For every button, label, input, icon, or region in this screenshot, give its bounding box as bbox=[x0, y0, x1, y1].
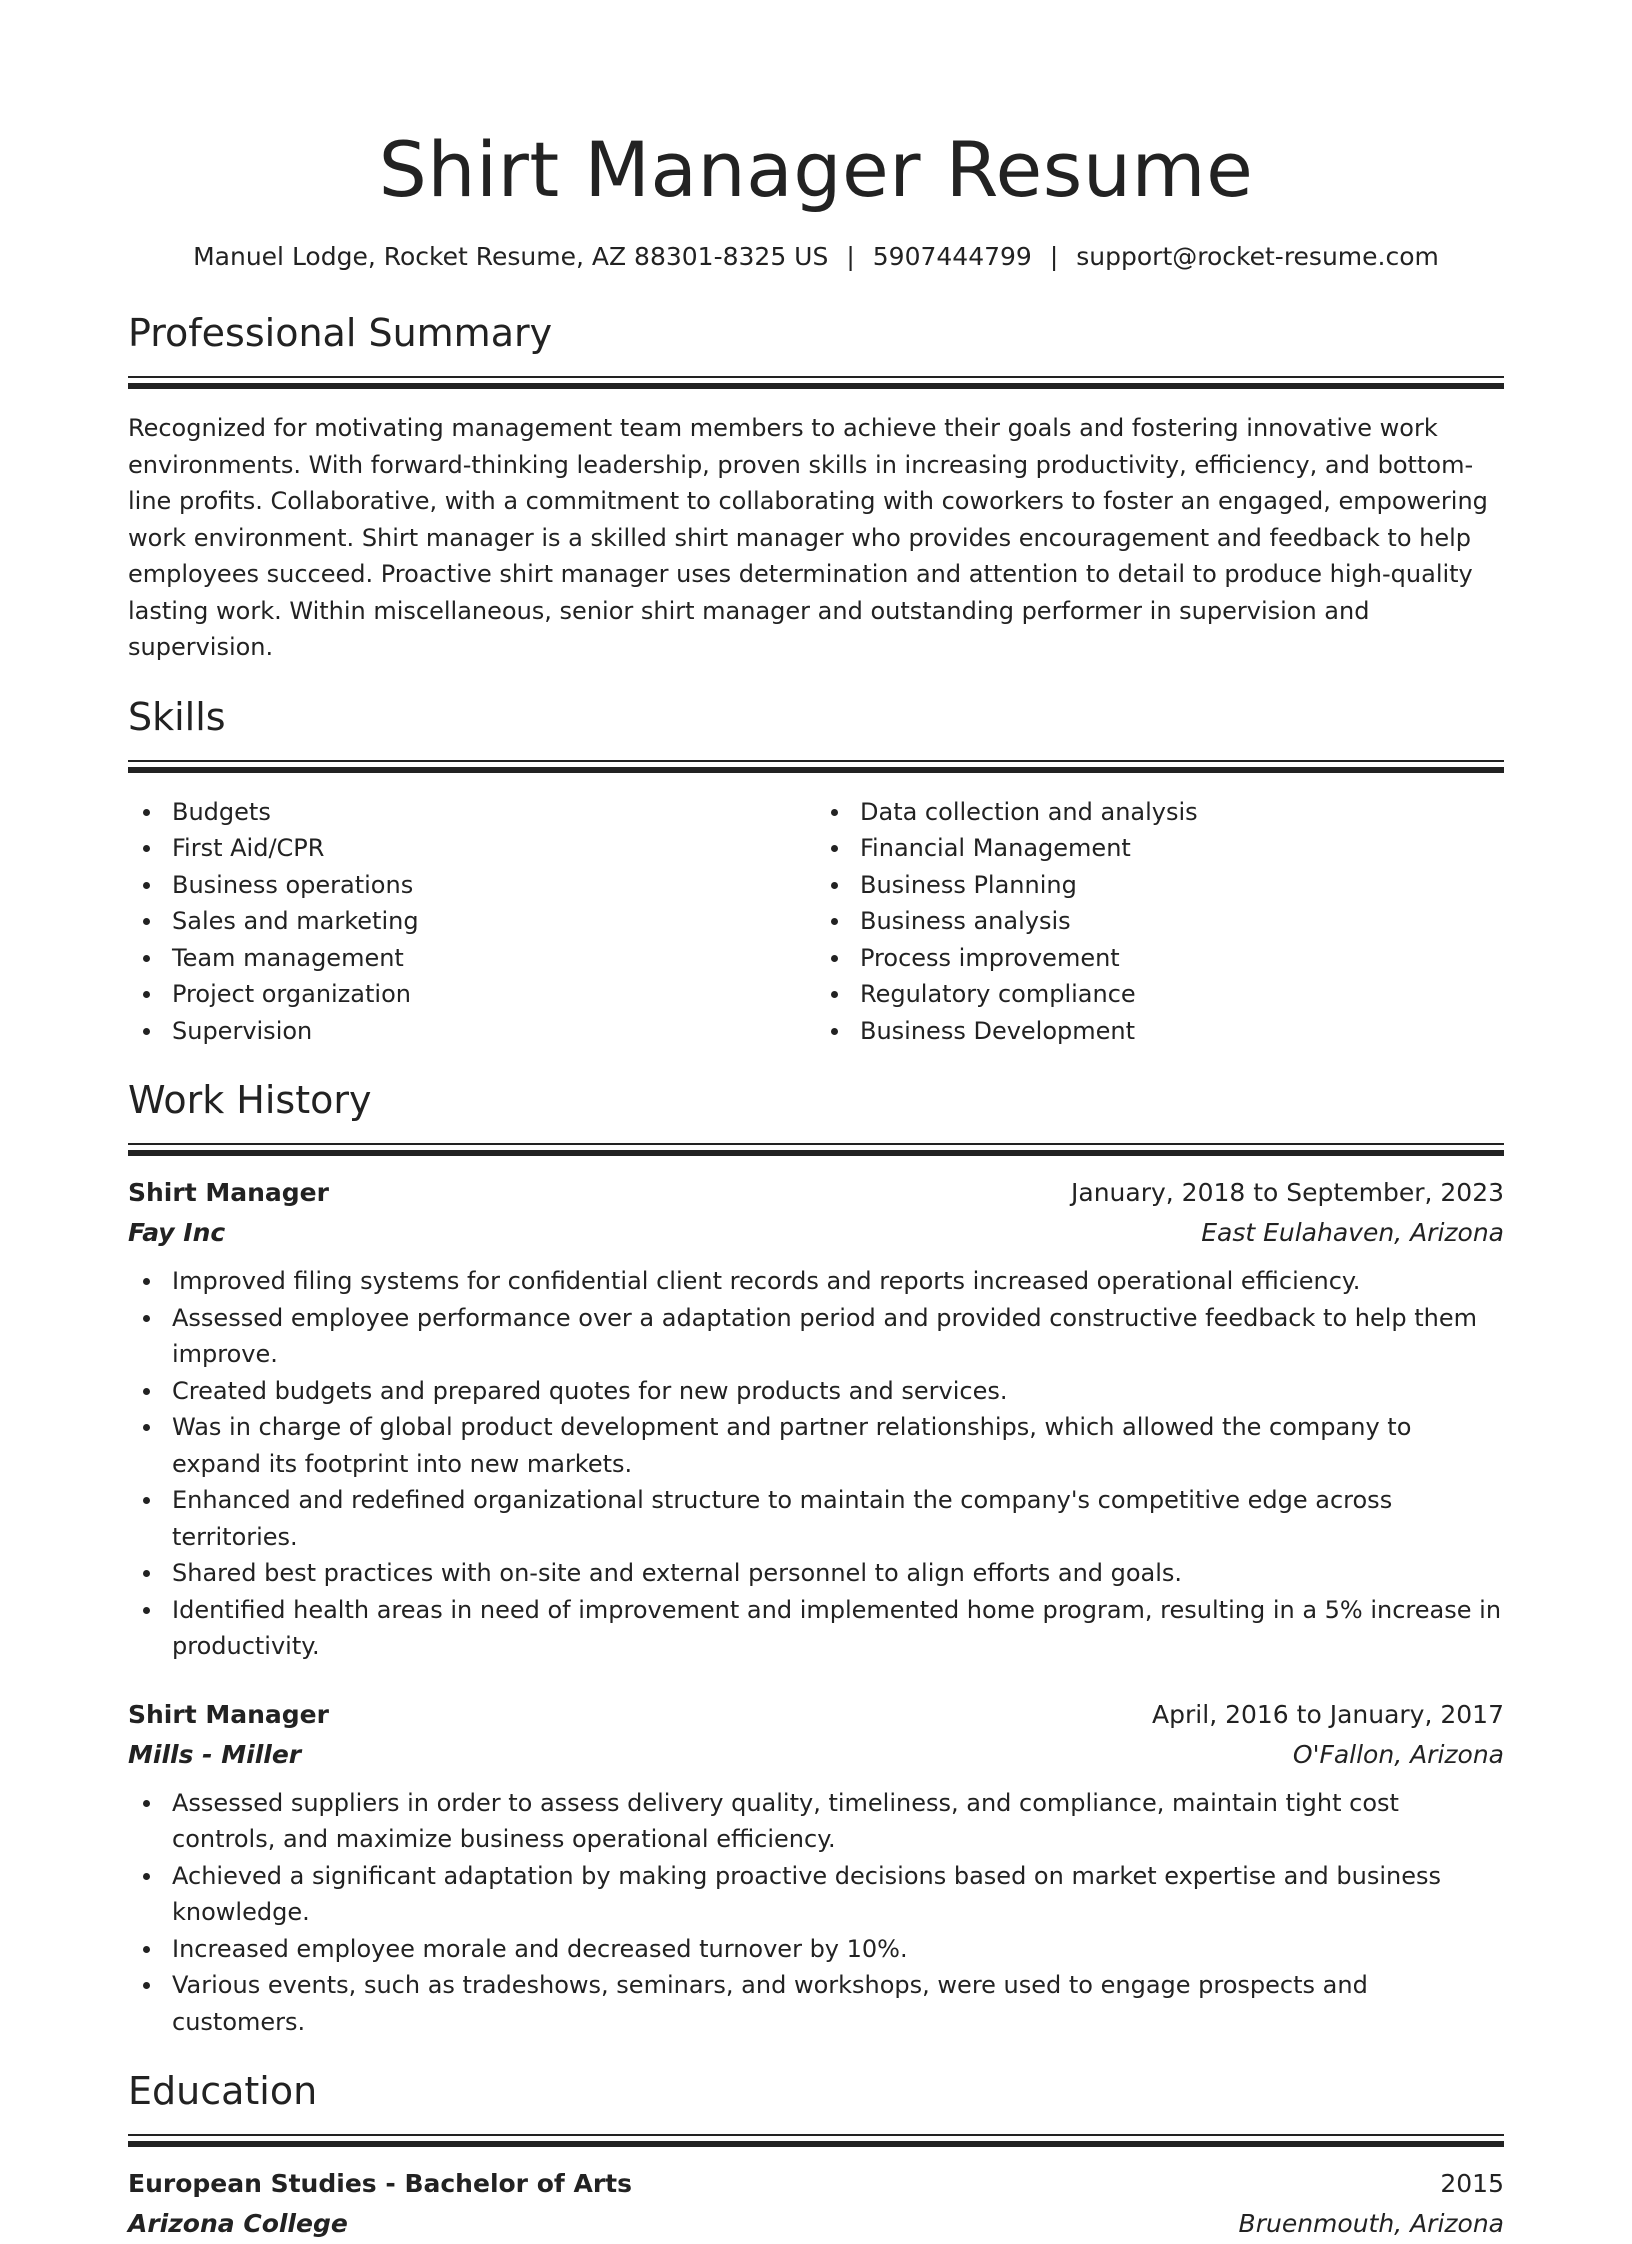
skill-item: Data collection and analysis bbox=[816, 794, 1504, 831]
skill-item: Team management bbox=[128, 940, 816, 977]
education-degree: European Studies - Bachelor of Arts bbox=[128, 2169, 632, 2198]
job-location: East Eulahaven, Arizona bbox=[1201, 1218, 1504, 1247]
section-divider bbox=[128, 376, 1504, 390]
job-company: Mills - Miller bbox=[128, 1739, 302, 1769]
section-title-education: Education bbox=[128, 2069, 318, 2113]
education-year: 2015 bbox=[1440, 2169, 1504, 2198]
skill-item: Sales and marketing bbox=[128, 903, 816, 940]
skill-item: Project organization bbox=[128, 976, 816, 1013]
section-title-skills: Skills bbox=[128, 694, 226, 739]
skill-item: Business Development bbox=[816, 1013, 1504, 1050]
job-bullet: Created budgets and prepared quotes for new products and services. bbox=[128, 1373, 1504, 1410]
job-dates: April, 2016 to January, 2017 bbox=[1152, 1699, 1504, 1729]
contact-separator: | bbox=[846, 242, 855, 271]
skill-item: Process improvement bbox=[816, 940, 1504, 977]
work-history-section bbox=[128, 1075, 1504, 2040]
skills-list bbox=[128, 794, 1504, 1050]
contact-separator: | bbox=[1049, 242, 1059, 271]
job-bullet: Identified health areas in need of improvement and implemented home program, resulting in a 5% increase in productivity. bbox=[128, 1592, 1504, 1665]
job-bullet: Enhanced and redefined organizational structure to maintain the company's competitive edge across territories. bbox=[128, 1482, 1504, 1555]
skill-item: Business analysis bbox=[816, 903, 1504, 940]
skill-item: Business operations bbox=[128, 867, 816, 904]
education-school: Arizona College bbox=[128, 2209, 348, 2238]
section-divider bbox=[128, 1143, 1504, 1157]
job-bullets bbox=[128, 1263, 1504, 1665]
resume-title: Shirt Manager Resume bbox=[378, 125, 1254, 214]
job-entry bbox=[128, 1695, 1504, 2041]
job-bullet: Achieved a significant adaptation by making proactive decisions based on market expertise and business knowledge. bbox=[128, 1858, 1504, 1931]
job-bullet: Various events, such as tradeshows, seminars, and workshops, were used to engage prospects and customers. bbox=[128, 1967, 1504, 2040]
job-bullet: Was in charge of global product development and partner relationships, which allowed the company to expand its footprint into new markets. bbox=[128, 1409, 1504, 1482]
skills-column-left bbox=[128, 794, 816, 1050]
job-bullet: Assessed employee performance over a adaptation period and provided constructive feedback to help them improve. bbox=[128, 1300, 1504, 1373]
job-bullet: Improved filing systems for confidential client records and reports increased operational efficiency. bbox=[128, 1263, 1504, 1300]
job-location: O'Fallon, Arizona bbox=[1292, 1739, 1504, 1769]
skills-column-right bbox=[816, 794, 1504, 1050]
skill-item: Regulatory compliance bbox=[816, 976, 1504, 1013]
education-section bbox=[128, 2066, 1504, 2244]
summary-section bbox=[128, 308, 1504, 666]
section-divider bbox=[128, 760, 1504, 774]
skill-item: First Aid/CPR bbox=[128, 830, 816, 867]
education-entry bbox=[128, 2164, 1504, 2244]
contact-address: Manuel Lodge, Rocket Resume, AZ 88301-8325 US bbox=[193, 242, 829, 271]
section-title-work: Work History bbox=[128, 1078, 372, 1122]
contact-email[interactable]: support@rocket-resume.com bbox=[1076, 242, 1439, 271]
summary-text: Recognized for motivating management team members to achieve their goals and fostering innovative work environments. With forward-thinking leadership, proven skills in increasing productivity, efficiency, and bottom-line profits. Collaborative, with a commitment to collaborating with coworkers to foster an engaged, empowering work environment. Shirt manager is a skilled shirt manager who provides encouragement and feedback to help employees succeed. Proactive shirt manager uses determination and attention to detail to produce high-quality lasting work. Within miscellaneous, senior shirt manager and outstanding performer in supervision and supervision. bbox=[128, 414, 1488, 661]
skill-item: Budgets bbox=[128, 794, 816, 831]
job-dates: January, 2018 to September, 2023 bbox=[1071, 1178, 1504, 1207]
job-bullet: Assessed suppliers in order to assess delivery quality, timeliness, and compliance, maintain tight cost controls, and maximize business operational efficiency. bbox=[128, 1785, 1504, 1858]
contact-phone: 5907444799 bbox=[872, 242, 1032, 271]
job-entry bbox=[128, 1173, 1504, 1665]
contact-line bbox=[128, 240, 1504, 274]
section-divider bbox=[128, 2134, 1504, 2148]
job-title: Shirt Manager bbox=[128, 1178, 329, 1207]
job-bullet: Shared best practices with on-site and external personnel to align efforts and goals. bbox=[128, 1555, 1504, 1592]
education-location: Bruenmouth, Arizona bbox=[1238, 2209, 1504, 2238]
job-title: Shirt Manager bbox=[128, 1699, 329, 1729]
skill-item: Business Planning bbox=[816, 867, 1504, 904]
job-company: Fay Inc bbox=[128, 1218, 226, 1247]
section-title-summary: Professional Summary bbox=[128, 311, 553, 355]
job-bullet: Increased employee morale and decreased turnover by 10%. bbox=[128, 1931, 1504, 1968]
job-bullets bbox=[128, 1785, 1504, 2041]
skills-section bbox=[128, 692, 1504, 1050]
skill-item: Supervision bbox=[128, 1013, 816, 1050]
skill-item: Financial Management bbox=[816, 830, 1504, 867]
